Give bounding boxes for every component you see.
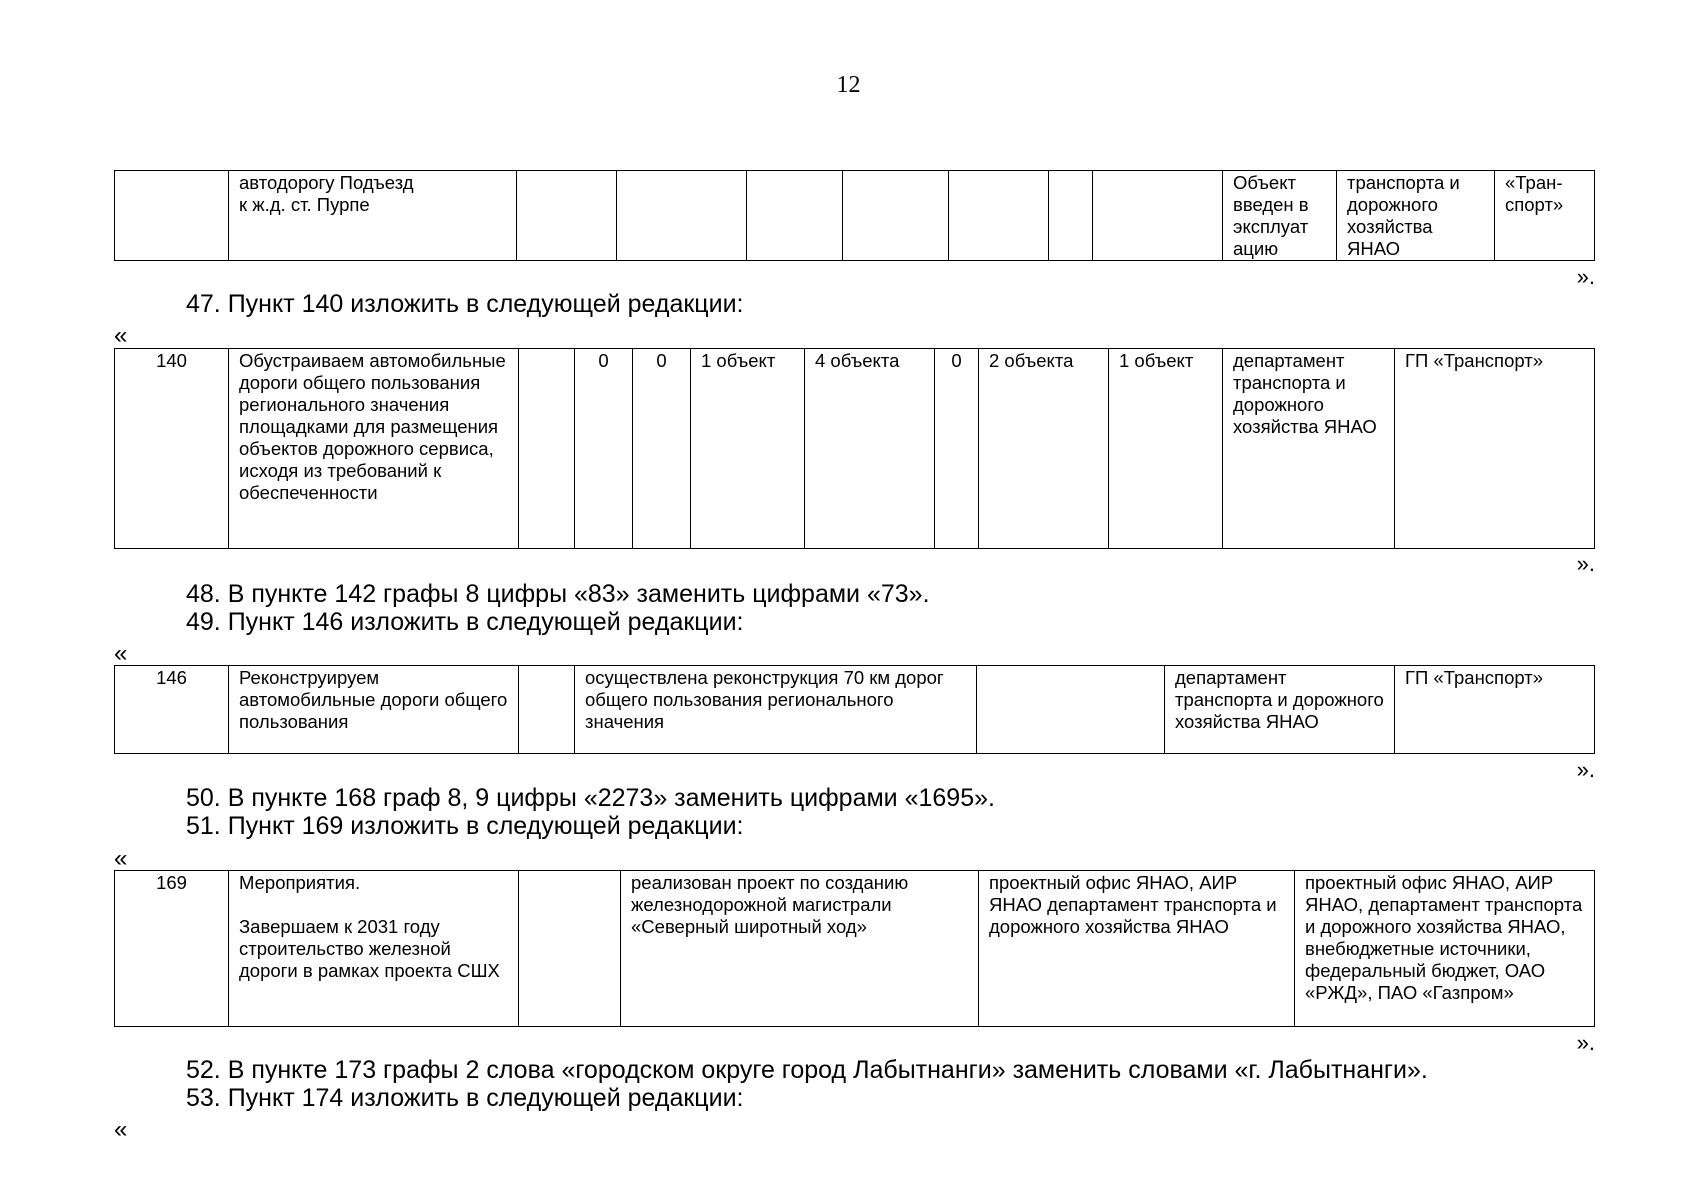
item-number: 140	[115, 349, 229, 549]
closing-quote: ».	[1576, 757, 1595, 782]
opening-quote: «	[114, 322, 128, 349]
paragraph-53: 53. Пункт 174 изложить в следующей редакции:	[186, 1084, 744, 1112]
table-cell	[115, 171, 229, 261]
opening-quote: «	[114, 845, 128, 872]
paragraph-51: 51. Пункт 169 изложить в следующей редакции:	[186, 812, 744, 840]
table-item-140	[114, 348, 1595, 549]
table-cell	[747, 171, 843, 261]
executor-cell: проектный офис ЯНАО, АИР ЯНАО департамент транспорта и дорожного хозяйства ЯНАО	[979, 871, 1295, 1027]
table-cell	[1049, 171, 1093, 261]
closing-quote: ».	[1576, 1030, 1595, 1055]
table-cell: 0	[575, 349, 633, 549]
continuation-table	[114, 170, 1595, 261]
executor-cell: департамент транспорта и дорожного хозяйства ЯНАО	[1165, 666, 1395, 754]
program-cell: ГП «Транспорт»	[1395, 349, 1595, 549]
table-cell	[617, 171, 747, 261]
table-cell: транспорта и дорожного хозяйства ЯНАО	[1337, 171, 1495, 261]
closing-quote: ».	[1576, 264, 1595, 289]
table-row	[115, 666, 1595, 754]
table-cell	[517, 171, 617, 261]
paragraph-48: 48. В пункте 142 графы 8 цифры «83» заменить цифрами «73».	[186, 580, 930, 608]
sources-cell: проектный офис ЯНАО, АИР ЯНАО, департамент транспорта и дорожного хозяйства ЯНАО, внебюджетные источники, федеральный бюджет, ОАО «РЖД», ПАО «Газпром»	[1295, 871, 1595, 1027]
table-cell: 0	[633, 349, 691, 549]
table-cell	[519, 871, 621, 1027]
table-cell: Объект введен в эксплуат ацию	[1223, 171, 1337, 261]
table-cell: автодорогу Подъезд к ж.д. ст. Пурпе	[229, 171, 517, 261]
result-cell: реализован проект по созданию железнодорожной магистрали «Северный широтный ход»	[621, 871, 979, 1027]
item-number: 146	[115, 666, 229, 754]
table-item-146	[114, 665, 1595, 754]
paragraph-52: 52. В пункте 173 графы 2 слова «городском округе город Лабытнанги» заменить словами «г. Лабытнанги».	[186, 1056, 1428, 1084]
result-cell: осуществлена реконструкция 70 км дорог общего пользования регионального значения	[575, 666, 977, 754]
table-cell	[949, 171, 1049, 261]
table-item-169	[114, 870, 1595, 1027]
table-cell	[977, 666, 1165, 754]
table-cell	[519, 349, 575, 549]
table-cell: 1 объект	[1109, 349, 1223, 549]
paragraph-47: 47. Пункт 140 изложить в следующей редакции:	[186, 290, 744, 318]
paragraph-50: 50. В пункте 168 граф 8, 9 цифры «2273» заменить цифрами «1695».	[186, 784, 995, 812]
table-cell	[519, 666, 575, 754]
table-cell: «Тран- спорт»	[1495, 171, 1595, 261]
paragraph-49: 49. Пункт 146 изложить в следующей редакции:	[186, 608, 744, 636]
table-row	[115, 871, 1595, 1027]
table-row	[115, 349, 1595, 549]
item-title: Реконструируем автомобильные дороги общего пользования	[229, 666, 519, 754]
opening-quote: «	[114, 1116, 128, 1143]
table-cell: 1 объект	[691, 349, 805, 549]
table-cell: 2 объекта	[979, 349, 1109, 549]
table-cell	[843, 171, 949, 261]
opening-quote: «	[114, 640, 128, 667]
closing-quote: ».	[1576, 551, 1595, 576]
table-cell: 0	[935, 349, 979, 549]
item-title: Обустраиваем автомобильные дороги общего пользования регионального значения площадками для размещения объектов дорожного сервиса, исходя из требований к обеспеченности	[229, 349, 519, 549]
item-number: 169	[115, 871, 229, 1027]
table-cell	[1093, 171, 1223, 261]
table-row	[115, 171, 1595, 261]
executor-cell: департамент транспорта и дорожного хозяйства ЯНАО	[1223, 349, 1395, 549]
table-cell: 4 объекта	[805, 349, 935, 549]
item-title: Мероприятия. Завершаем к 2031 году строительство железной дороги в рамках проекта СШХ	[229, 871, 519, 1027]
page-number: 12	[836, 72, 861, 98]
program-cell: ГП «Транспорт»	[1395, 666, 1595, 754]
